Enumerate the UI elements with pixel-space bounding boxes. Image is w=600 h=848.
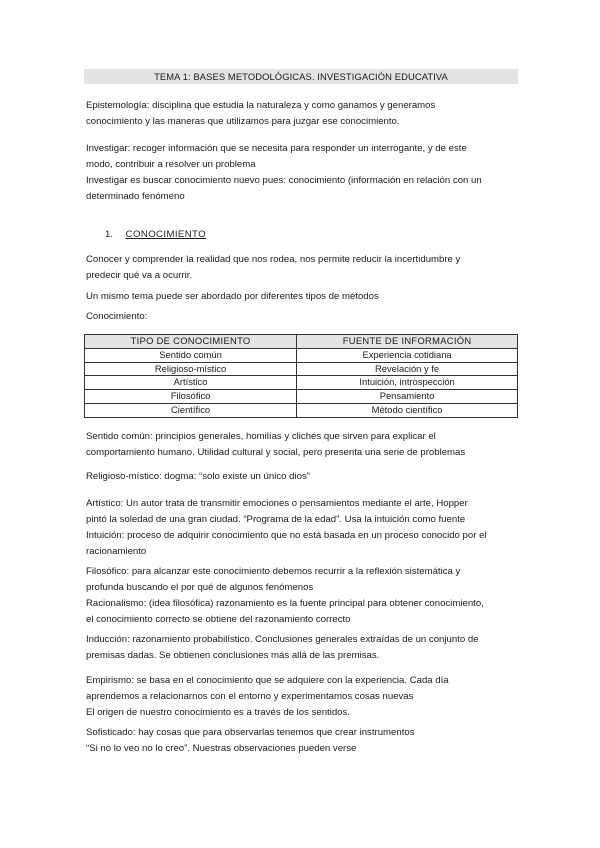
table-cell: Religioso-místico [85,362,297,376]
conocimiento-label: Conocimiento: [86,311,148,322]
investigar-paragraph: Investigar: recoger información que se necesita para responder un interrogante, y de este modo, contribuir a resolver un problema Investigar es buscar conocimiento nuevo pues: conocimiento (información en relación con un determinado fenómeno [86,143,482,202]
table-cell: Sentido común [85,348,297,362]
table-cell: Artístico [85,376,297,390]
mismo-tema-paragraph: Un mismo tema puede ser abordado por diferentes tipos de métodos [86,291,379,302]
table-row [85,376,518,390]
table-cell: Intuición, introspección [297,376,518,390]
section-label: CONOCIMIENTO [125,229,206,240]
knowledge-types-table [84,334,518,418]
sentido-comun-paragraph: Sentido común: principios generales, homilías y clichés que sirven para explicar el comportamiento humano. Utilidad cultural y social, pero presenta una serie de problemas [86,431,466,458]
table-header-row [85,335,518,349]
table-row [85,362,518,376]
table-row [85,390,518,404]
religioso-paragraph: Religioso-místico: dogma: “solo existe un único dios” [86,471,310,482]
column-header: FUENTE DE INFORMACIÓN [297,335,518,349]
document-title: TEMA 1: BASES METODOLÓGICAS. INVESTIGACIÓN EDUCATIVA [84,69,518,84]
induccion-paragraph: Inducción: razonamiento probabilístico. Conclusiones generales extraídas de un conjunto de premisas dadas. Se obtienen conclusiones más allá de las premisas. [86,634,479,661]
empirismo-paragraph: Empirismo: se basa en el conocimiento que se adquiere con la experiencia. Cada día aprendemos a relacionarnos con el entorno y experimentamos cosas nuevas El origen de nuestro conocimiento es a través de los sentidos. [86,675,449,718]
table-row [85,348,518,362]
table-cell: Método científico [297,403,518,417]
sofisticado-paragraph: Sofisticado: hay cosas que para observarlas tenemos que crear instrumentos “Si no lo veo no lo creo”. Nuestras observaciones pueden verse [86,727,415,754]
table-row [85,403,518,417]
section-heading-conocimiento [105,228,206,242]
conocer-paragraph: Conocer y comprender la realidad que nos rodea, nos permite reducir la incertidumbre y predecir qué va a ocurrir. [86,254,461,281]
table-cell: Filosófico [85,390,297,404]
table-cell: Científico [85,403,297,417]
filosofico-paragraph: Filosófico: para alcanzar este conocimiento debemos recurrir a la reflexión sistemática y profunda buscando el por qué de algunos fenómenos Racionalismo: (idea filosófica) razonamiento es la fuente principal para obtener conocimiento, el conocimiento correcto se obtiene del razonamiento correcto [86,566,484,625]
table-cell: Pensamiento [297,390,518,404]
table-cell: Experiencia cotidiana [297,348,518,362]
column-header: TIPO DE CONOCIMIENTO [85,335,297,349]
table-cell: Revelación y fe [297,362,518,376]
epistemologia-paragraph: Epistemología: disciplina que estudia la naturaleza y como ganamos y generamos conocimiento y las maneras que utilizamos para juzgar ese conocimiento. [86,100,436,127]
section-number: 1. [105,229,114,240]
artistico-paragraph: Artístico: Un autor trata de transmitir emociones o pensamientos mediante el arte, Hopper pintó la soledad de una gran ciudad. “Programa de la edad”. Usa la intuición como fuente Intuición: proceso de adquirir conocimiento que no está basada en un proceso conocido por el racionamiento [86,498,487,557]
